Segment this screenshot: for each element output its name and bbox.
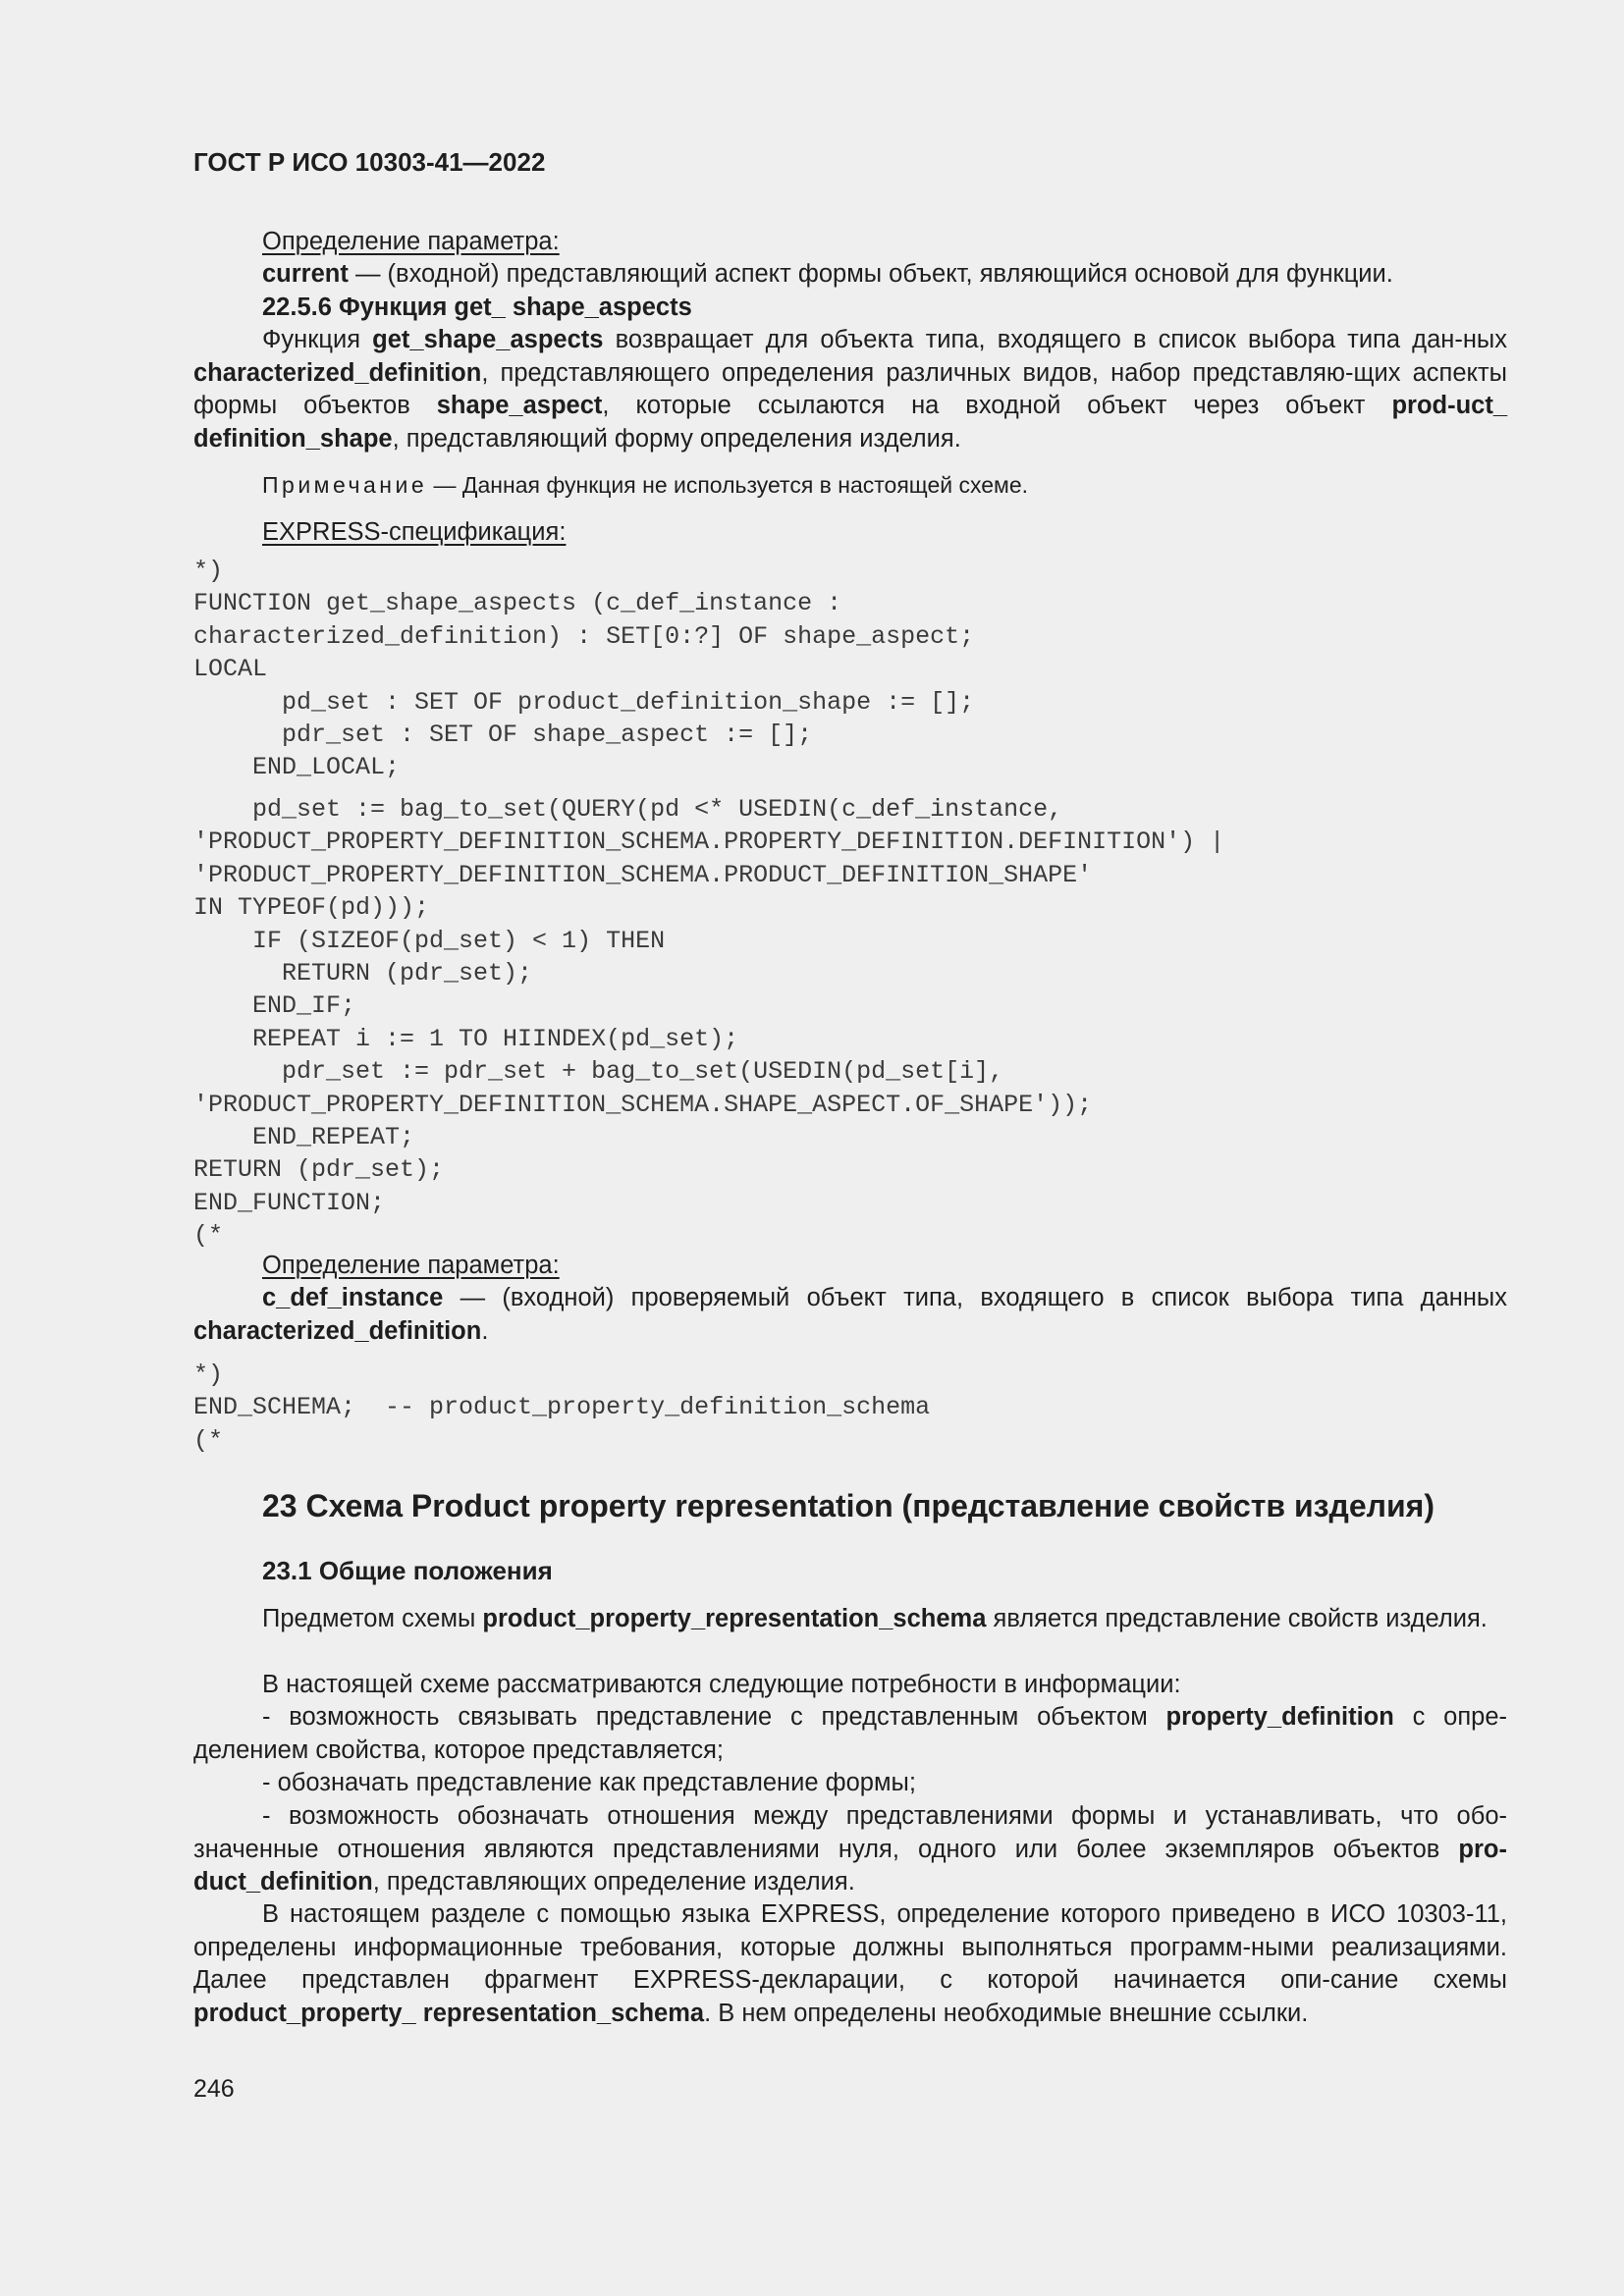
code-line: END_SCHEMA; -- product_property_definition_schema <box>193 1393 931 1422</box>
document-header: ГОСТ Р ИСО 10303-41—2022 <box>193 147 546 177</box>
text-run: является представление свойств изделия. <box>986 1605 1488 1632</box>
term-product-property-representation-schema: product_property_representation_schema <box>482 1605 987 1632</box>
code-line: END_LOCAL; <box>193 753 401 782</box>
section-heading-23-1: 23.1 Общие положения <box>262 1556 553 1585</box>
text-run: с опре-делением свойства, которое представляется; <box>193 1703 1507 1764</box>
term-characterized-definition: characterized_definition <box>193 1316 482 1345</box>
list-item <box>193 1800 1507 1899</box>
text-run: - возможность обозначать отношения между представлениями формы и устанавливать, что обо-значенные отношения являются представлениями нуля, одного или более экземпляров объектов <box>193 1802 1507 1863</box>
paragraph-function-description <box>193 324 1507 455</box>
code-line: 'PRODUCT_PROPERTY_DEFINITION_SCHEMA.SHAPE_ASPECT.OF_SHAPE')); <box>193 1090 1093 1119</box>
note-text: — Данная функция не используется в настоящей схеме. <box>427 472 1029 498</box>
express-label-text: EXPRESS-спецификация: <box>262 518 567 546</box>
term-product-definition: pro-duct_definition <box>193 1835 1507 1896</box>
text-run: , которые ссылаются на входной объект через объект <box>602 392 1392 419</box>
text-run: . В нем определены необходимые внешние ссылки. <box>704 1999 1309 2027</box>
code-line: END_FUNCTION; <box>193 1188 386 1217</box>
term-product-definition-shape: prod-uct_ definition_shape <box>193 392 1508 453</box>
code-block-body <box>193 793 1507 1253</box>
paragraph-express-requirements <box>193 1898 1507 2030</box>
code-line: *) <box>193 557 224 585</box>
text-run: — (входной) проверяемый объект типа, входящего в список выбора типа данных <box>443 1284 1507 1311</box>
text-run: возвращает для объекта типа, входящего в список выбора типа дан-ных <box>603 326 1507 353</box>
express-spec-label <box>193 516 1576 550</box>
term-get-shape-aspects: get_shape_aspects <box>372 326 604 353</box>
code-line: pd_set : SET OF product_definition_shape := []; <box>193 687 975 717</box>
code-block-local <box>193 555 1507 784</box>
param-label-text: Определение параметра: <box>262 1252 560 1279</box>
code-line: (* <box>193 1221 224 1251</box>
code-line: LOCAL <box>193 655 268 684</box>
term-property-definition: property_definition <box>1165 1703 1394 1731</box>
list-item: - обозначать представление как представление формы; <box>262 1769 916 1796</box>
note <box>193 470 1576 500</box>
code-line: REPEAT i := 1 TO HIINDEX(pd_set); <box>193 1024 739 1053</box>
param-definition-label-2 <box>193 1250 1576 1283</box>
text-run: , представляющих определение изделия. <box>372 1868 855 1896</box>
text-run: Предметом схемы <box>262 1605 483 1632</box>
section-heading-22-5-6: 22.5.6 Функция get_ shape_aspects <box>262 294 692 321</box>
code-line: 'PRODUCT_PROPERTY_DEFINITION_SCHEMA.PROPERTY_DEFINITION.DEFINITION') | <box>193 828 1225 857</box>
text-run: , представляющего определения различных видов, набор представляю-щих аспекты формы объектов <box>193 358 1507 419</box>
note-label: Примечание <box>262 472 428 498</box>
code-line: IN TYPEOF(pd))); <box>193 893 430 923</box>
param-definition-label <box>193 226 1576 259</box>
current-desc: — (входной) представляющий аспект формы объект, являющийся основой для функции. <box>348 260 1393 288</box>
text-run: Функция <box>262 326 373 353</box>
param-label-text: Определение параметра: <box>262 228 560 255</box>
code-line: pdr_set := pdr_set + bag_to_set(USEDIN(pd_set[i], <box>193 1057 1004 1087</box>
text-run: , представляющий форму определения изделия. <box>392 424 961 453</box>
code-line: END_IF; <box>193 991 356 1021</box>
code-line: FUNCTION get_shape_aspects (c_def_instance : <box>193 589 842 618</box>
term-characterized-definition: characterized_definition <box>193 358 482 387</box>
term-product-property-representation-schema: product_property_ representation_schema <box>193 1999 705 2027</box>
code-line: 'PRODUCT_PROPERTY_DEFINITION_SCHEMA.PRODUCT_DEFINITION_SHAPE' <box>193 860 1093 889</box>
code-line: characterized_definition) : SET[0:?] OF shape_aspect; <box>193 621 975 651</box>
code-line: RETURN (pdr_set); <box>193 959 533 988</box>
code-line: pd_set := bag_to_set(QUERY(pd <* USEDIN(c_def_instance, <box>193 795 1063 824</box>
paragraph-subject <box>193 1603 1507 1636</box>
section-heading-23: 23 Схема Product property representation (представление свойств изделия) <box>262 1488 1435 1523</box>
code-block-end-schema <box>193 1359 1507 1457</box>
param-current <box>193 258 1576 292</box>
text-run: - возможность связывать представление с представленным объектом <box>262 1703 1166 1731</box>
term-current: current <box>262 260 349 288</box>
code-line: (* <box>193 1425 224 1455</box>
text-run: В настоящем разделе с помощью языка EXPRESS, определение которого приведено в ИСО 10303-11, определены информационные требования, которые должны выполняться программ-ными реализациями. Далее представлен фрагмент EXPRESS-декларации, с которой начинается опи-сание схемы <box>193 1900 1507 1994</box>
text-run: . <box>481 1316 489 1345</box>
list-item <box>193 1701 1507 1767</box>
term-c-def-instance: c_def_instance <box>262 1284 444 1311</box>
page-number: 246 <box>193 2075 235 2103</box>
code-line: IF (SIZEOF(pd_set) < 1) THEN <box>193 926 666 955</box>
term-shape-aspect: shape_aspect <box>436 392 603 419</box>
code-line: *) <box>193 1361 224 1389</box>
code-line: END_REPEAT; <box>193 1123 415 1152</box>
paragraph-needs: В настоящей схеме рассматриваются следующие потребности в информации: <box>262 1671 1181 1698</box>
code-line: RETURN (pdr_set); <box>193 1155 445 1185</box>
code-line: pdr_set : SET OF shape_aspect := []; <box>193 721 813 750</box>
param-c-def-instance <box>193 1282 1507 1348</box>
